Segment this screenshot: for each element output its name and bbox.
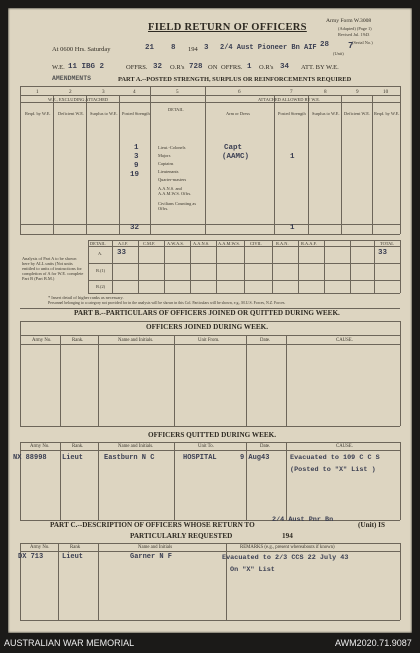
strength-captains: 9: [134, 162, 139, 170]
analysis-footnote-2: Personnel belonging to a category not provided for in the analysis will be shown in this Col. Particulars will be shown, e.g., M.U.S. Forces, N.Z. Forces.: [48, 301, 286, 305]
analysis-head-aamws: A.A.M.W.S.: [218, 241, 240, 246]
footer-accession: AWM2020.71.9087: [335, 638, 412, 648]
part-c-army-no: DX 713: [18, 553, 44, 561]
attached-total: 1: [290, 224, 295, 232]
we-label: W.E.: [52, 64, 65, 71]
rank-nurses: A.A.N.S. and A.A.M.W.S. Offrs.: [158, 186, 192, 196]
analysis-head-aans: A.A.N.S.: [193, 241, 210, 246]
analysis-total-value: 33: [378, 249, 388, 257]
col-num-6: 6: [238, 89, 241, 95]
strength-ltcol: 1: [134, 144, 139, 152]
attached-value: 1: [290, 153, 295, 161]
col-num-8: 8: [324, 89, 327, 95]
quitted-rank: Lieut: [62, 454, 84, 462]
c10-head: Reqd. by W.E.: [374, 111, 400, 116]
analysis-head-cmf: C.M.F.: [143, 241, 156, 246]
quitted-head-unit: Unit To.: [198, 444, 214, 449]
part-c-remark-1: Evacuated to 2/3 CCS 22 July 43: [222, 554, 349, 562]
analysis-footnote-1: * Insert detail of higher ranks as necessary.: [48, 295, 124, 300]
col-num-4: 4: [133, 89, 136, 95]
part-a-title: PART A.--POSTED STRENGTH, SURPLUS OR REINFORCEMENTS REQUIRED: [118, 76, 352, 83]
joined-head-unit: Unit From.: [198, 338, 220, 343]
army-form-sub1: (Adapted) (Page 1): [338, 26, 372, 31]
quitted-head-army: Army No.: [30, 444, 50, 449]
analysis-row-b1: B.(1): [96, 268, 106, 273]
offrs-label: OFFRS.: [126, 64, 148, 71]
col-num-5: 5: [176, 89, 179, 95]
c9-head: Deficient W.E.: [344, 111, 370, 116]
analysis-head-civil: CIVIL: [250, 241, 262, 246]
quitted-head-rank: Rank.: [72, 444, 84, 449]
serial-label: (Serial No.): [352, 40, 373, 45]
army-form-number: Army Form W.3008: [326, 18, 372, 24]
footer-institution: AUSTRALIAN WAR MEMORIAL: [4, 638, 135, 648]
analysis-head-total: TOTAL: [380, 241, 394, 246]
army-form-sub2: Revised Jul. 1943: [338, 32, 370, 37]
offrs-value: 32: [153, 63, 163, 71]
offrs2-label: OFFRS.: [221, 64, 243, 71]
we-value: 11 IBG 2: [68, 63, 105, 71]
part-c-head-rank: Rank: [70, 545, 81, 550]
part-c-requested: PARTICULARLY REQUESTED: [130, 532, 233, 540]
quitted-date: 9 Aug43: [240, 454, 270, 462]
rank-qm: Quarter-masters: [158, 177, 187, 182]
c2-head: Deficient W.E.: [58, 111, 84, 116]
at-hours-label: At 0600 Hrs. Saturday: [52, 46, 111, 53]
analysis-head-aif: A.I.F.: [118, 241, 129, 246]
analysis-detail-head: DETAIL: [90, 241, 106, 246]
quitted-name: Eastburn N C: [104, 454, 155, 462]
ors-value: 728: [189, 63, 203, 71]
col-num-9: 9: [356, 89, 359, 95]
joined-head-rank: Rank.: [72, 338, 84, 343]
rank-majors: Majors: [158, 153, 171, 158]
form-paper: [8, 8, 412, 633]
rank-civilians: Civilians Counting as Offrs.: [158, 201, 197, 211]
analysis-head-raaf: R.A.A.F.: [301, 241, 317, 246]
joined-head-date: Date.: [260, 338, 271, 343]
c8-head: Surplus to W.E.: [312, 111, 340, 116]
c7-head: Posted Strength: [278, 111, 306, 116]
c1-head: Reqd. by W.E.: [25, 111, 51, 116]
part-c-title: PART C.--DESCRIPTION OF OFFICERS WHOSE RETURN TO: [50, 521, 255, 529]
col-num-7: 7: [290, 89, 293, 95]
part-b-title: PART B.--PARTICULARS OF OFFICERS JOINED OR QUITTED DURING WEEK.: [74, 309, 340, 317]
part-c-rank: Lieut: [62, 553, 84, 561]
part-c-year: 194: [282, 532, 293, 540]
analysis-aif-value: 33: [117, 249, 127, 257]
ors2-value: 34: [280, 63, 290, 71]
part-c-unit-label: (Unit) IS: [358, 521, 385, 529]
ors-label: O.R's: [170, 64, 185, 71]
year-label: 194: [188, 46, 198, 53]
unit-label: (Unit): [333, 51, 344, 56]
part-c-remark-2: On "X" List: [230, 566, 275, 574]
part-c-name: Garner N F: [130, 553, 173, 561]
year-value: 3: [204, 44, 209, 52]
attached-arm-2: (AAMC): [222, 153, 250, 161]
officers-quitted-title: OFFICERS QUITTED DURING WEEK.: [148, 431, 277, 439]
col-num-3: 3: [102, 89, 105, 95]
quitted-head-name: Name and Initials.: [118, 444, 154, 449]
rank-captains: Captains: [158, 161, 174, 166]
part-c-unit: 2/4 Aust Pnr Bn: [272, 516, 334, 524]
quitted-cause-2: (Posted to "X" List ): [290, 466, 376, 474]
unit-value: 2/4 Aust Pioneer Bn AIF: [220, 44, 317, 52]
detail-head: DETAIL: [168, 107, 184, 112]
col-num-10: 10: [383, 89, 389, 95]
att-label: ATT. BY W.E.: [301, 64, 339, 71]
strength-majors: 3: [134, 153, 139, 161]
part-c-head-remarks: REMARKS (e.g., present whereabouts if known): [240, 545, 335, 550]
rank-lt-col: Lieut.-Colonels: [158, 145, 186, 150]
quitted-cause-1: Evacuated to 109 C C S: [290, 454, 380, 462]
attached-arm: Capt: [224, 144, 243, 152]
date-day: 21: [145, 44, 155, 52]
c4-head: Posted Strength: [122, 111, 150, 116]
quitted-head-date: Date.: [260, 444, 271, 449]
strength-total: 32: [130, 224, 140, 232]
joined-head-army: Army No.: [32, 338, 52, 343]
date-month: 8: [171, 44, 176, 52]
form-title: FIELD RETURN OF OFFICERS: [148, 22, 307, 33]
col-num-1: 1: [36, 89, 39, 95]
part-c-head-army: Army No.: [30, 545, 50, 550]
serial-value-2: 7: [348, 41, 354, 51]
on-label: ON: [208, 64, 218, 71]
offrs2-value: 1: [247, 63, 252, 71]
officers-joined-title: OFFICERS JOINED DURING WEEK.: [146, 323, 269, 331]
analysis-head-ran: R.A.N.: [276, 241, 289, 246]
quitted-army-no: NX 88998: [13, 454, 47, 462]
analysis-row-a: A.: [98, 251, 103, 256]
we-excl-head: W.E., EXCLUDING ATTACHED: [48, 97, 109, 102]
c3-head: Surplus to W.E.: [90, 111, 118, 116]
analysis-row-b2: B.(2): [96, 284, 106, 289]
quitted-unit: HOSPITAL: [183, 454, 217, 462]
part-c-head-name: Name and Initials: [138, 545, 173, 550]
joined-head-cause: CAUSE.: [336, 338, 353, 343]
rank-lieutenants: Lieutenants: [158, 169, 179, 174]
amendments-label: AMENDMENTS: [52, 75, 92, 82]
serial-value: 28: [320, 41, 330, 49]
quitted-head-cause: CAUSE.: [336, 444, 353, 449]
attached-head: ATTACHED ALLOWED BY W.E.: [258, 97, 321, 102]
archive-footer: [0, 633, 420, 653]
col-num-2: 2: [69, 89, 72, 95]
c6-head: Arm or Dress: [226, 111, 250, 116]
strength-lieutenants: 19: [130, 171, 140, 179]
analysis-head-awas: A.W.A.S.: [167, 241, 184, 246]
ors2-label: O.R's: [259, 64, 274, 71]
analysis-note: Analysis of Part A to be shown here by ALL units (Not units entitled to units of instructions for completion of A for W.E. complete Part B (Part B.M.): [22, 256, 84, 281]
joined-head-name: Name and Initials.: [118, 338, 154, 343]
